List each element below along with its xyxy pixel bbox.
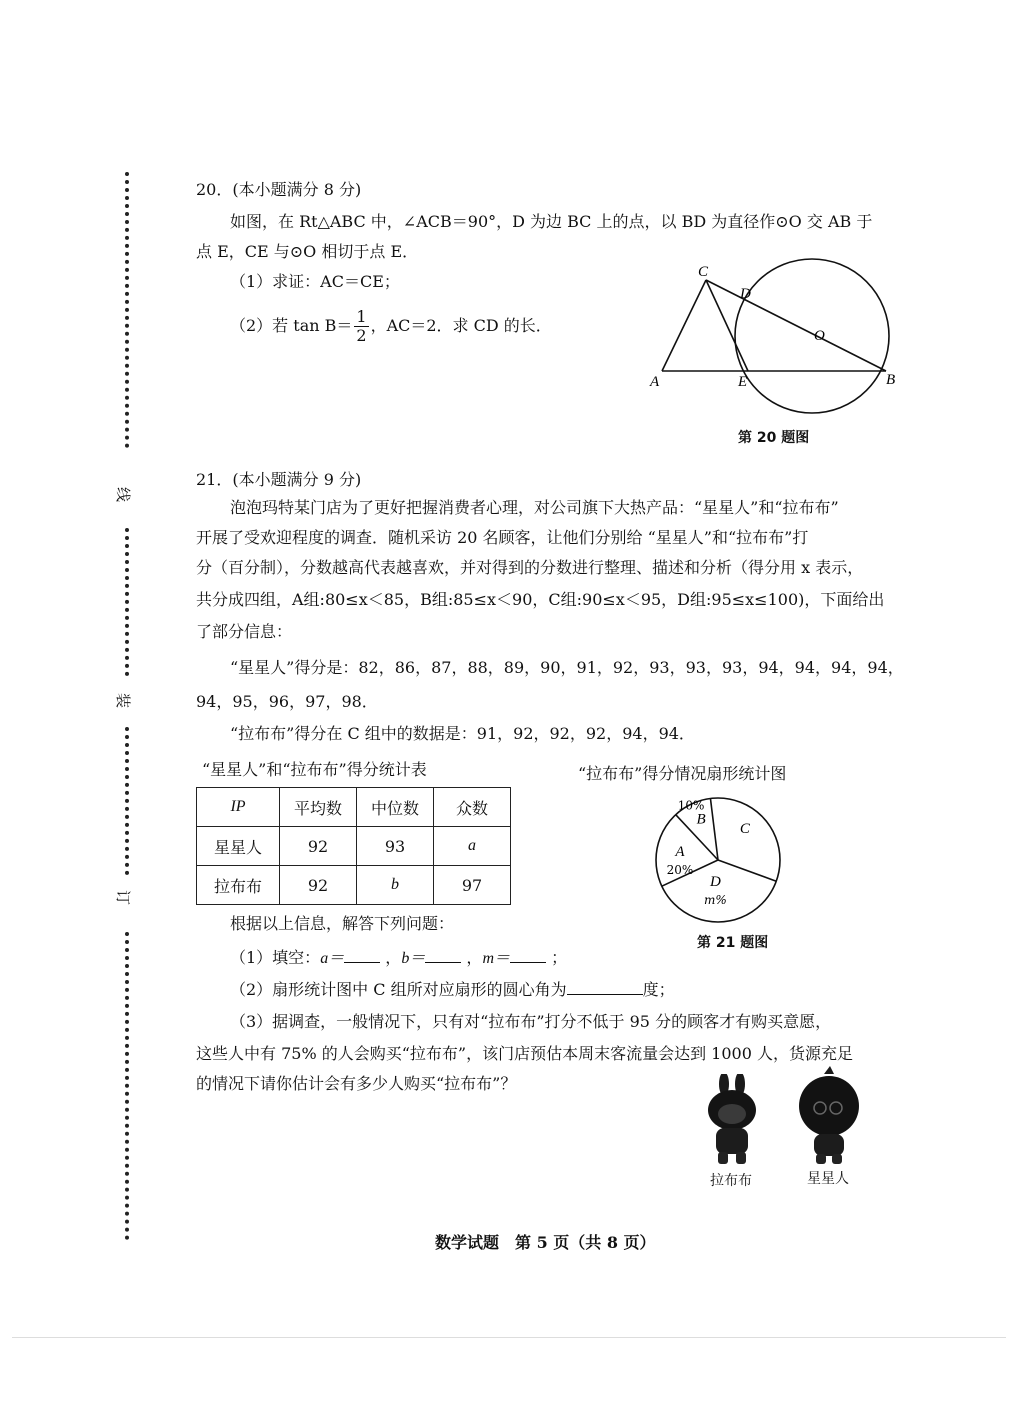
segment-ac — [662, 280, 706, 371]
q20-line1: 如图，在 Rt△ABC 中，∠ACB＝90°，D 为边 BC 上的点，以 BD 为直径作⊙O 交 AB 于 — [230, 212, 873, 231]
margin-mark-xian: 线 — [114, 486, 133, 503]
table-cell: 92 — [280, 827, 357, 866]
bottom-divider — [12, 1337, 1006, 1338]
sub1-prefix: （1）填空： — [230, 948, 321, 967]
q21-scores-c: “拉布布”得分在 C 组中的数据是：91，92，92，92，94，94． — [230, 724, 695, 743]
sub1-a-label: a＝ — [320, 950, 345, 967]
q21-sub3-line1: （3）据调查，一般情况下，只有对“拉布布”打分不低于 95 分的顾客才有购买意愿， — [230, 1012, 832, 1031]
q21-table-title: “星星人”和“拉布布”得分统计表 — [202, 760, 427, 779]
q21-scores2: 94，95，96，97，98． — [196, 692, 378, 711]
labubu-figure-caption: 拉布布 — [710, 1173, 752, 1189]
answer-blank-angle[interactable] — [567, 994, 643, 995]
q20-part2-post: ，AC＝2．求 CD 的长． — [370, 316, 552, 335]
table-header-mode: 众数 — [434, 788, 511, 827]
sub1-sep-1: ， — [385, 948, 402, 967]
answer-blank-b[interactable] — [425, 962, 461, 963]
binding-dotted-line-bottom — [125, 932, 135, 1240]
table-header-median: 中位数 — [357, 788, 434, 827]
q21-p3: 分（百分制），分数越高代表越喜欢，并对得到的分数进行整理、描述和分析（得分用 x 表示， — [196, 558, 864, 577]
table-cell: b — [357, 866, 434, 905]
q20-part2-pre: （2）若 tan B＝ — [230, 316, 353, 335]
q21-figure-caption: 第 21 题图 — [697, 935, 769, 951]
margin-mark-ding: 订 — [114, 889, 133, 906]
table-cell: 星星人 — [197, 827, 280, 866]
page-footer: 数学试题 第 5 页（共 8 页） — [435, 1233, 656, 1252]
star-people-figure-caption: 星星人 — [807, 1171, 849, 1187]
q20-part1: （1）求证：AC＝CE； — [230, 272, 400, 291]
q21-scores1: “星星人”得分是：82，86，87，88，89，90，91，92，93，93，93，94，94，94，94， — [230, 658, 904, 677]
q21-p1: 泡泡玛特某门店为了更好把握消费者心理，对公司旗下大热产品：“星星人”和“拉布布” — [230, 498, 839, 517]
pie-slice-percent-d: m% — [703, 892, 727, 907]
q20-figure-caption: 第 20 题图 — [738, 430, 810, 446]
margin-mark-zhuang: 装 — [114, 692, 133, 709]
pie-slice-label-d: D — [709, 873, 721, 890]
sub1-end: ； — [551, 948, 568, 967]
answer-blank-m[interactable] — [510, 962, 546, 963]
table-header-mean: 平均数 — [280, 788, 357, 827]
sub1-sep-2: ， — [466, 948, 483, 967]
pie-slice-percent-a: 20% — [666, 863, 694, 877]
sub1-b-label: b＝ — [401, 950, 426, 967]
table-cell: 97 — [434, 866, 511, 905]
label-b: B — [886, 372, 896, 388]
binding-dotted-line-middle — [125, 727, 135, 875]
label-o: O — [814, 328, 825, 344]
table-cell: 92 — [280, 866, 357, 905]
sub2-suffix: 度； — [642, 980, 675, 999]
q20-geometry-figure — [640, 256, 910, 426]
circle-o — [735, 259, 889, 413]
label-e: E — [738, 374, 748, 390]
star-people-figure-image — [794, 1066, 864, 1166]
q21-stat-table — [196, 787, 511, 905]
q20-fraction — [354, 308, 368, 345]
label-c: C — [698, 264, 709, 280]
q21-pie-title: “拉布布”得分情况扇形统计图 — [578, 764, 787, 783]
pie-slice-label-a: A — [675, 844, 685, 860]
q20-line2: 点 E，CE 与⊙O 相切于点 E． — [196, 242, 419, 261]
sub1-m-label: m＝ — [482, 950, 510, 967]
table-row — [197, 827, 511, 866]
q20-fraction-numerator: 1 — [356, 307, 367, 326]
q21-sub2 — [230, 978, 675, 1002]
segment-cb — [706, 280, 886, 371]
q21-sub3-line3: 的情况下请你估计会有多少人购买“拉布布”？ — [196, 1074, 517, 1093]
binding-dotted-line-upper — [125, 528, 135, 676]
pie-slice-label-c: C — [739, 821, 750, 838]
pie-slice-percent-b: 10% — [677, 798, 705, 813]
pie-slice-label-b: B — [696, 811, 706, 828]
q21-sub3-line2: 这些人中有 75% 的人会购买“拉布布”，该门店预估本周末客流量会达到 1000 人，货源充足 — [196, 1044, 853, 1063]
answer-blank-a[interactable] — [344, 962, 380, 963]
table-cell: a — [434, 827, 511, 866]
q21-answer-intro: 根据以上信息，解答下列问题： — [230, 914, 455, 933]
sub2-prefix: （2）扇形统计图中 C 组所对应扇形的圆心角为 — [230, 980, 567, 999]
q21-header: 21．(本小题满分 9 分) — [196, 470, 362, 489]
q21-pie-chart — [650, 796, 790, 928]
pie-slice-boundary — [710, 798, 718, 860]
labubu-figure-image — [700, 1074, 766, 1166]
table-header-row — [197, 788, 511, 827]
q21-p2: 开展了受欢迎程度的调查．随机采访 20 名顾客，让他们分别给 “星星人”和“拉布布”打 — [196, 528, 809, 547]
q20-part2 — [230, 306, 552, 346]
table-cell: 93 — [357, 827, 434, 866]
pie-slice-boundary — [718, 860, 776, 881]
q20-header: 20．(本小题满分 8 分) — [196, 180, 362, 199]
label-d: D — [740, 286, 751, 302]
table-row — [197, 866, 511, 905]
table-cell: 拉布布 — [197, 866, 280, 905]
q21-sub1 — [230, 946, 567, 971]
q21-p5: 了部分信息： — [196, 622, 293, 641]
q21-p4: 共分成四组，A组:80≤x＜85，B组:85≤x＜90，C组:90≤x＜95，D组:95≤x≤100)，下面给出 — [196, 590, 885, 609]
binding-dotted-line-top — [125, 172, 135, 448]
table-header-ip: IP — [197, 788, 280, 827]
q20-fraction-denominator: 2 — [356, 326, 367, 345]
label-a: A — [650, 374, 660, 390]
